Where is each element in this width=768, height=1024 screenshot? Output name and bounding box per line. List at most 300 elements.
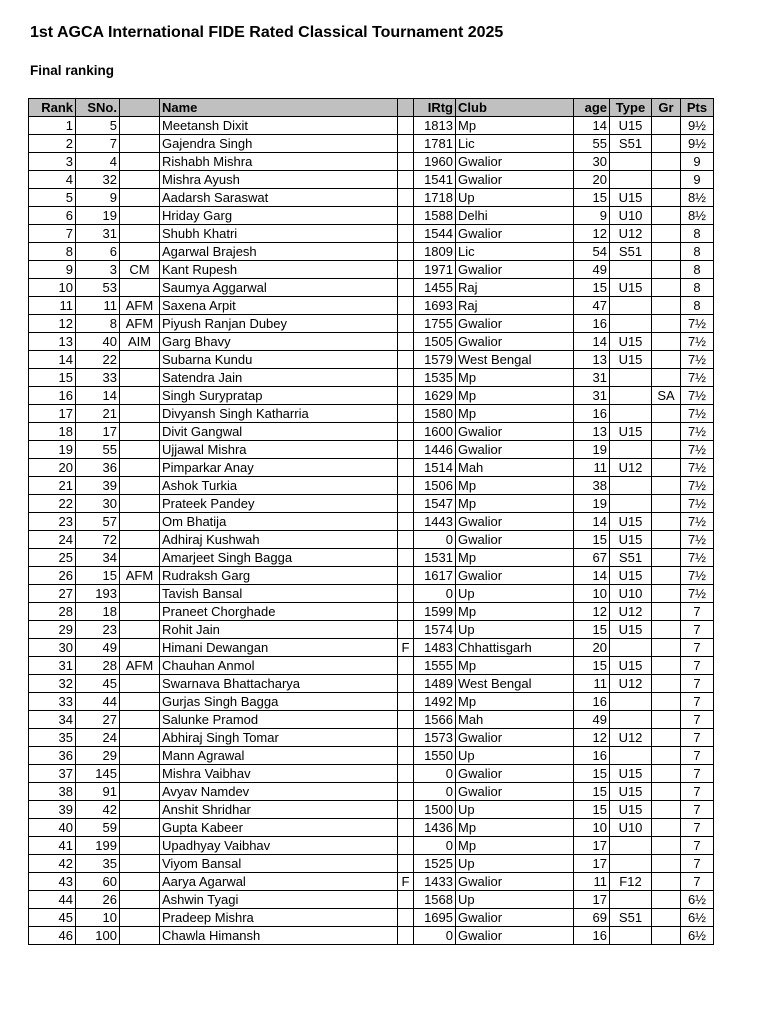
cell-title [120,423,160,441]
cell-title [120,819,160,837]
cell-type: U10 [610,585,652,603]
cell-sno: 17 [76,423,120,441]
cell-name: Divyansh Singh Katharria [160,405,398,423]
cell-club: Up [456,585,574,603]
cell-title [120,927,160,945]
cell-points: 7 [681,873,714,891]
cell-group [652,513,681,531]
cell-sex [398,801,414,819]
cell-rank: 19 [29,441,76,459]
cell-sex [398,189,414,207]
cell-age: 20 [574,639,610,657]
table-row [29,873,714,891]
cell-name: Aarya Agarwal [160,873,398,891]
cell-type [610,315,652,333]
cell-sex [398,585,414,603]
cell-sex [398,765,414,783]
cell-club: Mp [456,819,574,837]
cell-rank: 8 [29,243,76,261]
cell-irtg: 1443 [414,513,456,531]
cell-club: Mp [456,495,574,513]
cell-group [652,351,681,369]
cell-age: 14 [574,513,610,531]
cell-rank: 5 [29,189,76,207]
cell-club: Mp [456,549,574,567]
cell-sex [398,243,414,261]
cell-club: Gwalior [456,225,574,243]
cell-rank: 17 [29,405,76,423]
cell-age: 67 [574,549,610,567]
cell-rank: 2 [29,135,76,153]
cell-sex [398,747,414,765]
cell-type: U15 [610,783,652,801]
cell-rank: 34 [29,711,76,729]
cell-sex [398,909,414,927]
cell-sex [398,135,414,153]
table-row [29,567,714,585]
cell-name: Om Bhatija [160,513,398,531]
cell-club: Raj [456,279,574,297]
table-row [29,171,714,189]
cell-sno: 57 [76,513,120,531]
cell-group [652,567,681,585]
cell-points: 7½ [681,423,714,441]
cell-type: S51 [610,135,652,153]
cell-points: 6½ [681,927,714,945]
cell-name: Agarwal Brajesh [160,243,398,261]
cell-group [652,711,681,729]
cell-title [120,693,160,711]
cell-name: Praneet Chorghade [160,603,398,621]
cell-name: Prateek Pandey [160,495,398,513]
cell-irtg: 1505 [414,333,456,351]
cell-name: Adhiraj Kushwah [160,531,398,549]
cell-title [120,369,160,387]
cell-irtg: 1500 [414,801,456,819]
header-row [29,99,714,117]
cell-sno: 60 [76,873,120,891]
cell-club: Gwalior [456,441,574,459]
cell-sex [398,675,414,693]
cell-club: Gwalior [456,513,574,531]
cell-title [120,459,160,477]
cell-irtg: 1436 [414,819,456,837]
table-row [29,315,714,333]
cell-type [610,747,652,765]
cell-club: Up [456,855,574,873]
cell-title [120,135,160,153]
cell-sno: 3 [76,261,120,279]
cell-sno: 28 [76,657,120,675]
cell-irtg: 1455 [414,279,456,297]
cell-rank: 20 [29,459,76,477]
cell-sno: 193 [76,585,120,603]
cell-sex [398,351,414,369]
cell-club: West Bengal [456,675,574,693]
cell-rank: 40 [29,819,76,837]
cell-group [652,225,681,243]
cell-name: Kant Rupesh [160,261,398,279]
table-row [29,819,714,837]
cell-group [652,477,681,495]
cell-rank: 30 [29,639,76,657]
cell-type: U15 [610,189,652,207]
cell-name: Himani Dewangan [160,639,398,657]
cell-rank: 26 [29,567,76,585]
cell-type [610,495,652,513]
cell-group [652,675,681,693]
cell-club: Mp [456,837,574,855]
table-row [29,477,714,495]
cell-rank: 3 [29,153,76,171]
cell-title [120,171,160,189]
cell-rank: 9 [29,261,76,279]
table-row [29,639,714,657]
table-row [29,459,714,477]
cell-name: Piyush Ranjan Dubey [160,315,398,333]
cell-group [652,855,681,873]
cell-club: Mp [456,603,574,621]
cell-type: S51 [610,549,652,567]
cell-type [610,441,652,459]
table-row [29,495,714,513]
cell-irtg: 0 [414,531,456,549]
table-row [29,549,714,567]
cell-sex [398,387,414,405]
cell-title [120,117,160,135]
col-header-name: Name [160,99,398,117]
cell-sno: 6 [76,243,120,261]
cell-name: Subarna Kundu [160,351,398,369]
cell-rank: 1 [29,117,76,135]
cell-group [652,891,681,909]
cell-name: Swarnava Bhattacharya [160,675,398,693]
cell-points: 7½ [681,333,714,351]
col-header-points: Pts [681,99,714,117]
cell-rank: 14 [29,351,76,369]
cell-sno: 45 [76,675,120,693]
cell-group [652,549,681,567]
cell-irtg: 1600 [414,423,456,441]
cell-sno: 32 [76,171,120,189]
cell-sno: 23 [76,621,120,639]
col-header-sno: SNo. [76,99,120,117]
cell-sex [398,441,414,459]
cell-type [610,891,652,909]
table-row [29,585,714,603]
table-row [29,657,714,675]
cell-name: Meetansh Dixit [160,117,398,135]
cell-group [652,585,681,603]
cell-points: 7 [681,729,714,747]
cell-name: Mishra Vaibhav [160,765,398,783]
cell-sno: 55 [76,441,120,459]
cell-irtg: 1693 [414,297,456,315]
cell-irtg: 1599 [414,603,456,621]
cell-irtg: 1588 [414,207,456,225]
cell-sno: 91 [76,783,120,801]
cell-sex [398,513,414,531]
cell-name: Viyom Bansal [160,855,398,873]
cell-title: AFM [120,315,160,333]
cell-sex [398,783,414,801]
cell-group [652,243,681,261]
cell-irtg: 1547 [414,495,456,513]
cell-group [652,495,681,513]
table-row [29,387,714,405]
table-row [29,351,714,369]
cell-sno: 36 [76,459,120,477]
cell-rank: 28 [29,603,76,621]
cell-irtg: 1506 [414,477,456,495]
table-row [29,441,714,459]
cell-title: CM [120,261,160,279]
table-row [29,855,714,873]
cell-points: 7½ [681,387,714,405]
cell-age: 13 [574,423,610,441]
cell-type [610,405,652,423]
cell-title [120,801,160,819]
table-row [29,189,714,207]
cell-irtg: 1781 [414,135,456,153]
cell-sno: 199 [76,837,120,855]
cell-irtg: 1541 [414,171,456,189]
cell-title [120,621,160,639]
cell-age: 15 [574,279,610,297]
table-row [29,765,714,783]
cell-sex [398,405,414,423]
cell-name: Amarjeet Singh Bagga [160,549,398,567]
cell-name: Avyav Namdev [160,783,398,801]
cell-name: Gurjas Singh Bagga [160,693,398,711]
cell-points: 7 [681,783,714,801]
cell-sex [398,531,414,549]
cell-club: Up [456,747,574,765]
cell-name: Gupta Kabeer [160,819,398,837]
cell-points: 9 [681,153,714,171]
cell-type: U15 [610,567,652,585]
cell-age: 11 [574,459,610,477]
cell-name: Mann Agrawal [160,747,398,765]
cell-sno: 27 [76,711,120,729]
cell-irtg: 1492 [414,693,456,711]
cell-type [610,369,652,387]
cell-rank: 32 [29,675,76,693]
cell-group [652,423,681,441]
cell-type [610,927,652,945]
cell-sno: 42 [76,801,120,819]
cell-name: Aadarsh Saraswat [160,189,398,207]
cell-club: Lic [456,135,574,153]
cell-irtg: 1525 [414,855,456,873]
cell-age: 31 [574,387,610,405]
cell-irtg: 0 [414,765,456,783]
cell-name: Shubh Khatri [160,225,398,243]
cell-age: 19 [574,441,610,459]
cell-type: S51 [610,243,652,261]
cell-club: Gwalior [456,783,574,801]
cell-age: 30 [574,153,610,171]
cell-club: Mah [456,459,574,477]
cell-irtg: 1483 [414,639,456,657]
cell-points: 8 [681,261,714,279]
cell-sno: 35 [76,855,120,873]
cell-rank: 39 [29,801,76,819]
cell-rank: 27 [29,585,76,603]
cell-club: Gwalior [456,927,574,945]
table-row [29,405,714,423]
cell-sno: 44 [76,693,120,711]
cell-sex [398,153,414,171]
cell-title [120,351,160,369]
cell-age: 47 [574,297,610,315]
cell-sex [398,657,414,675]
cell-points: 7 [681,675,714,693]
cell-type [610,387,652,405]
cell-type [610,477,652,495]
cell-sno: 145 [76,765,120,783]
cell-irtg: 0 [414,837,456,855]
cell-club: Gwalior [456,333,574,351]
cell-group [652,747,681,765]
table-row [29,279,714,297]
cell-title: AFM [120,297,160,315]
cell-type: U12 [610,225,652,243]
cell-group [652,765,681,783]
cell-sno: 59 [76,819,120,837]
cell-type [610,153,652,171]
cell-type: U10 [610,819,652,837]
cell-club: Up [456,891,574,909]
cell-points: 7 [681,765,714,783]
cell-type: F12 [610,873,652,891]
cell-group [652,729,681,747]
cell-irtg: 1531 [414,549,456,567]
cell-sno: 18 [76,603,120,621]
cell-age: 10 [574,819,610,837]
table-row [29,513,714,531]
cell-title [120,765,160,783]
cell-irtg: 1489 [414,675,456,693]
cell-name: Ashwin Tyagi [160,891,398,909]
cell-age: 54 [574,243,610,261]
cell-sno: 8 [76,315,120,333]
cell-rank: 37 [29,765,76,783]
cell-irtg: 1629 [414,387,456,405]
cell-type [610,261,652,279]
cell-type: U15 [610,279,652,297]
cell-age: 69 [574,909,610,927]
cell-group [652,261,681,279]
cell-name: Chawla Himansh [160,927,398,945]
table-row [29,135,714,153]
cell-name: Saxena Arpit [160,297,398,315]
col-header-club: Club [456,99,574,117]
cell-age: 12 [574,729,610,747]
cell-age: 19 [574,495,610,513]
cell-points: 7 [681,711,714,729]
cell-rank: 36 [29,747,76,765]
cell-group: SA [652,387,681,405]
cell-sno: 21 [76,405,120,423]
cell-sno: 33 [76,369,120,387]
cell-sex [398,855,414,873]
cell-group [652,459,681,477]
cell-group [652,819,681,837]
cell-points: 7½ [681,369,714,387]
cell-age: 16 [574,405,610,423]
cell-irtg: 1809 [414,243,456,261]
cell-sex [398,423,414,441]
cell-age: 49 [574,261,610,279]
cell-club: Mp [456,369,574,387]
cell-sex [398,621,414,639]
cell-title [120,207,160,225]
cell-irtg: 1566 [414,711,456,729]
cell-sno: 15 [76,567,120,585]
cell-group [652,189,681,207]
cell-group [652,531,681,549]
cell-title [120,585,160,603]
cell-group [652,783,681,801]
cell-age: 12 [574,603,610,621]
cell-points: 7 [681,801,714,819]
cell-points: 8 [681,279,714,297]
cell-irtg: 1568 [414,891,456,909]
cell-title [120,675,160,693]
cell-type [610,837,652,855]
cell-rank: 12 [29,315,76,333]
table-row [29,747,714,765]
cell-irtg: 1535 [414,369,456,387]
cell-type: U12 [610,729,652,747]
table-row [29,261,714,279]
col-header-group: Gr [652,99,681,117]
cell-club: Gwalior [456,909,574,927]
cell-sex [398,477,414,495]
cell-sex [398,819,414,837]
cell-sex [398,603,414,621]
cell-title [120,855,160,873]
table-row [29,333,714,351]
cell-rank: 22 [29,495,76,513]
cell-type: U12 [610,603,652,621]
cell-name: Satendra Jain [160,369,398,387]
cell-sno: 5 [76,117,120,135]
cell-club: Gwalior [456,261,574,279]
col-header-age: age [574,99,610,117]
table-row [29,927,714,945]
cell-points: 9 [681,171,714,189]
cell-name: Saumya Aggarwal [160,279,398,297]
cell-points: 7½ [681,567,714,585]
cell-irtg: 1555 [414,657,456,675]
cell-title [120,279,160,297]
table-row [29,117,714,135]
cell-club: Gwalior [456,873,574,891]
cell-rank: 41 [29,837,76,855]
cell-age: 15 [574,765,610,783]
cell-group [652,207,681,225]
cell-club: Mp [456,387,574,405]
cell-age: 16 [574,747,610,765]
cell-club: Gwalior [456,423,574,441]
cell-points: 7 [681,639,714,657]
table-row [29,837,714,855]
cell-rank: 15 [29,369,76,387]
cell-title [120,513,160,531]
cell-age: 15 [574,621,610,639]
